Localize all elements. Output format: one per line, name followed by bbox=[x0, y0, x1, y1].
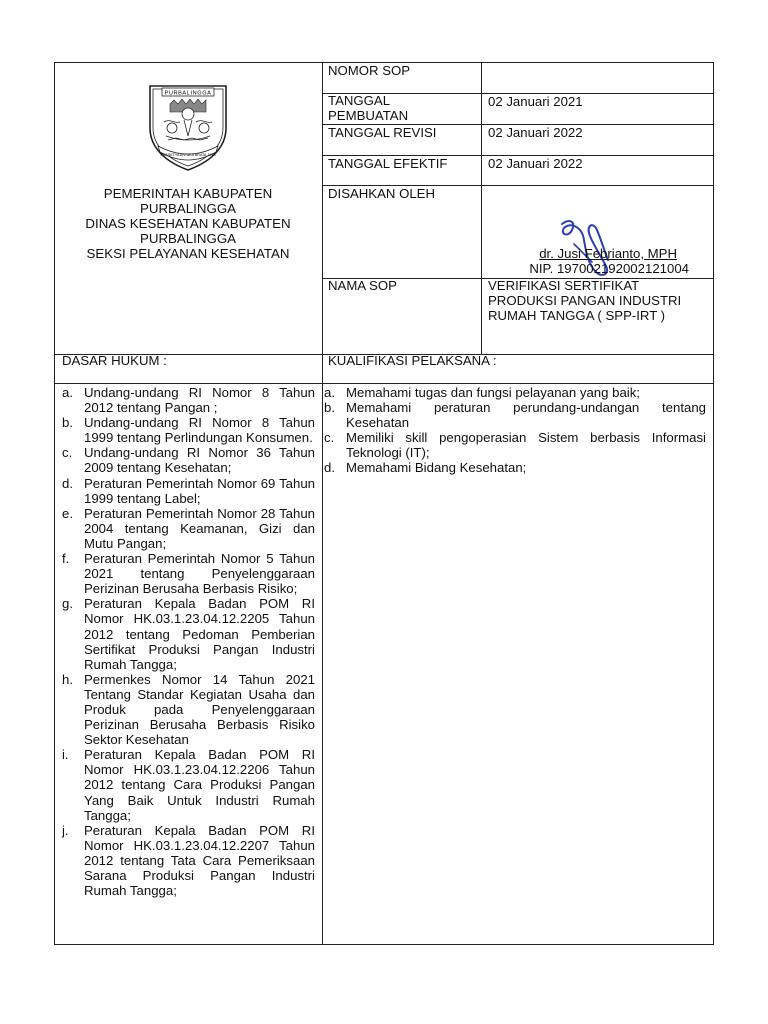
column-divider-info bbox=[481, 62, 482, 354]
list-item bbox=[62, 506, 315, 551]
list-item-text: Undang-undang RI Nomor 8 Tahun 1999 tentang Perlindungan Konsumen. bbox=[84, 415, 315, 446]
list-marker: f. bbox=[62, 551, 70, 567]
list-marker: j. bbox=[62, 822, 69, 838]
list-item-text: Peraturan Kepala Badan POM RI Nomor HK.03.1.23.04.12.2206 Tahun 2012 tentang Cara Produksi Pangan Yang Baik Untuk Industri Rumah Tangga; bbox=[84, 747, 315, 823]
list-item bbox=[324, 400, 706, 430]
disahkan-oleh-label: DISAHKAN OLEH bbox=[328, 186, 435, 201]
nama-sop-label: NAMA SOP bbox=[328, 278, 397, 293]
list-marker: b. bbox=[324, 400, 335, 416]
list-marker: d. bbox=[62, 475, 73, 491]
list-marker: d. bbox=[324, 460, 335, 476]
logo-banner-text: PURBALINGGA bbox=[164, 90, 212, 97]
row-divider bbox=[54, 383, 714, 384]
list-item bbox=[324, 430, 706, 460]
kualifikasi-list bbox=[324, 385, 706, 476]
tanggal-revisi-value: 02 Januari 2022 bbox=[488, 125, 583, 140]
purbalingga-coat-of-arms-logo bbox=[140, 82, 236, 172]
list-item-text: Undang-undang RI Nomor 8 Tahun 2012 tentang Pangan ; bbox=[84, 385, 315, 416]
list-item-text: Memahami Bidang Kesehatan; bbox=[346, 460, 527, 476]
column-divider-main bbox=[322, 62, 323, 945]
list-item bbox=[324, 460, 706, 475]
list-marker: g. bbox=[62, 596, 73, 612]
tanggal-efektif-value: 02 Januari 2022 bbox=[488, 156, 583, 171]
tanggal-efektif-label: TANGGAL EFEKTIF bbox=[328, 156, 448, 171]
list-marker: c. bbox=[324, 430, 335, 446]
list-item-text: Peraturan Pemerintah Nomor 28 Tahun 2004 tentang Keamanan, Gizi dan Mutu Pangan; bbox=[84, 505, 315, 551]
list-item-text: Peraturan Pemerintah Nomor 5 Tahun 2021 tentang Penyelenggaraan Perizinan Berusaha Berbasis Risiko; bbox=[84, 551, 315, 597]
list-item bbox=[62, 476, 315, 506]
signer-nip: NIP. 197002192002121004 bbox=[529, 261, 689, 276]
table-border-bottom bbox=[54, 944, 714, 945]
list-item bbox=[62, 385, 315, 415]
kualifikasi-pelaksana-heading: KUALIFIKASI PELAKSANA : bbox=[328, 353, 497, 368]
list-item bbox=[324, 385, 706, 400]
list-item-text: Permenkes Nomor 14 Tahun 2021 Tentang Standar Kegiatan Usaha dan Produk pada Penyelenggaraan Perizinan Berusaha Berbasis Risiko Sektor Kesehatan bbox=[84, 671, 315, 748]
list-marker: b. bbox=[62, 415, 73, 431]
list-item bbox=[62, 596, 315, 671]
list-item-text: Peraturan Pemerintah Nomor 69 Tahun 1999 tentang Label; bbox=[84, 475, 315, 506]
list-marker: e. bbox=[62, 505, 73, 521]
list-item-text: Memahami tugas dan fungsi pelayanan yang baik; bbox=[346, 385, 640, 400]
table-border-left bbox=[54, 62, 55, 945]
list-marker: c. bbox=[62, 445, 73, 461]
table-border-right bbox=[713, 62, 714, 945]
list-item-text: Memiliki skill pengoperasian Sistem berbasis Informasi Teknologi (IT); bbox=[346, 430, 706, 461]
list-item-text: Memahami peraturan perundang-undangan tentang Kesehatan bbox=[346, 400, 706, 431]
tanggal-revisi-label: TANGGAL REVISI bbox=[328, 125, 437, 140]
list-marker: h. bbox=[62, 671, 73, 687]
organization-header bbox=[56, 186, 320, 261]
org-line: SEKSI PELAYANAN KESEHATAN bbox=[86, 246, 290, 261]
tanggal-pembuatan-value: 02 Januari 2021 bbox=[488, 94, 583, 109]
list-item bbox=[62, 747, 315, 822]
list-item-text: Peraturan Kepala Badan POM RI Nomor HK.03.1.23.04.12.2207 Tahun 2012 tentang Tata Cara Pemeriksaan Sarana Produksi Pangan Industri Rumah Tangga; bbox=[84, 822, 315, 899]
dasar-hukum-heading: DASAR HUKUM : bbox=[62, 353, 167, 368]
list-item bbox=[62, 672, 315, 747]
nama-sop-value: VERIFIKASI SERTIFIKAT PRODUKSI PANGAN INDUSTRI RUMAH TANGGA ( SPP-IRT ) bbox=[488, 278, 682, 323]
org-line: PEMERINTAH KABUPATEN bbox=[103, 186, 273, 201]
logo-motto-text: PRASETYA ANTAKA BRATA JAYA bbox=[160, 153, 216, 157]
org-line: PURBALINGGA bbox=[139, 201, 237, 216]
list-item-text: Undang-undang RI Nomor 36 Tahun 2009 tentang Kesehatan; bbox=[84, 445, 315, 476]
tanggal-pembuatan-label: TANGGAL PEMBUATAN bbox=[328, 93, 409, 123]
list-item bbox=[62, 551, 315, 596]
list-item bbox=[62, 415, 315, 445]
list-marker: a. bbox=[62, 385, 73, 400]
org-line: DINAS KESEHATAN KABUPATEN bbox=[85, 216, 291, 231]
dasar-hukum-list bbox=[62, 385, 315, 898]
org-line: PURBALINGGA bbox=[139, 231, 237, 246]
list-marker: a. bbox=[324, 385, 335, 400]
list-item bbox=[62, 445, 315, 475]
list-item-text: Peraturan Kepala Badan POM RI Nomor HK.03.1.23.04.12.2205 Tahun 2012 tentang Pedoman Pemberian Sertifikat Produksi Pangan Industri Rumah Tangga; bbox=[84, 596, 315, 672]
signer-name: dr. Jusi Febrianto, MPH bbox=[539, 246, 677, 261]
nomor-sop-label: NOMOR SOP bbox=[328, 63, 411, 78]
list-item bbox=[62, 823, 315, 898]
list-marker: i. bbox=[62, 747, 69, 763]
